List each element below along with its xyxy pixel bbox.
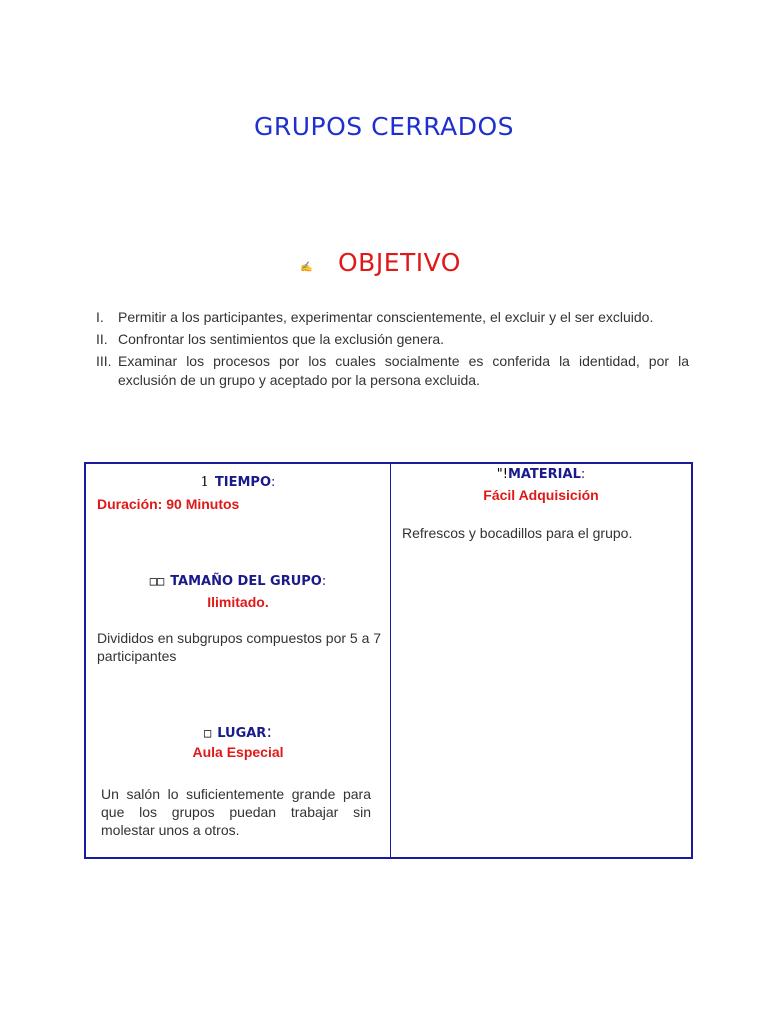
lugar-label: LUGAR: [217, 726, 267, 741]
tiempo-heading: [86, 475, 390, 490]
objective-item: [96, 352, 689, 390]
lugar-value: Aula Especial: [192, 744, 284, 760]
objective-number: II.: [96, 331, 108, 347]
objective-item: [96, 308, 689, 327]
tamano-label: TAMAÑO DEL GRUPO: [170, 574, 322, 589]
tiempo-value: Duración: 90 Minutos: [97, 496, 240, 512]
tamano-prefix-icon: □□: [149, 574, 165, 588]
document-title: GRUPOS CERRADOS: [254, 112, 514, 141]
objective-number: III.: [96, 353, 112, 369]
material-colon: :: [580, 467, 586, 482]
info-table: [84, 462, 693, 859]
lugar-note: Un salón lo suficientemente grande para que los grupos puedan trabajar sin molestar unos a otros.: [101, 786, 371, 838]
objective-number: I.: [96, 309, 104, 325]
lugar-colon: :: [266, 722, 273, 742]
material-heading: [391, 467, 691, 482]
objective-text: Permitir a los participantes, experimentar conscientemente, el excluir y el ser excluido.: [118, 309, 654, 325]
objective-text: Confrontar los sentimientos que la exclusión genera.: [118, 331, 445, 347]
tamano-colon: :: [321, 574, 327, 589]
objective-item: [96, 330, 689, 349]
tamano-value: Ilimitado.: [207, 594, 269, 610]
material-value: Fácil Adquisición: [483, 487, 599, 503]
objective-heading: OBJETIVO: [338, 248, 461, 277]
objective-list: [96, 308, 689, 393]
material-prefix: "!: [496, 467, 508, 482]
info-table-left-column: [86, 464, 391, 857]
lugar-prefix-icon: □: [203, 726, 212, 740]
objective-text: Examinar los procesos por los cuales socialmente es conferida la identidad, por la exclusión de un grupo y aceptado por la persona excluida.: [118, 353, 689, 388]
tiempo-prefix: 1: [200, 475, 209, 490]
material-label: MATERIAL: [507, 467, 581, 482]
tamano-note: Divididos en subgrupos compuestos por 5 a 7 participantes: [97, 630, 382, 664]
objective-header: [300, 248, 461, 277]
writing-hand-icon: ✍: [300, 262, 313, 273]
tiempo-colon: :: [271, 475, 276, 490]
tamano-heading: [86, 574, 390, 589]
info-table-right-column: [391, 464, 691, 857]
material-note: Refrescos y bocadillos para el grupo.: [402, 525, 633, 541]
lugar-heading: [86, 722, 390, 742]
tiempo-label: TIEMPO: [214, 475, 271, 490]
